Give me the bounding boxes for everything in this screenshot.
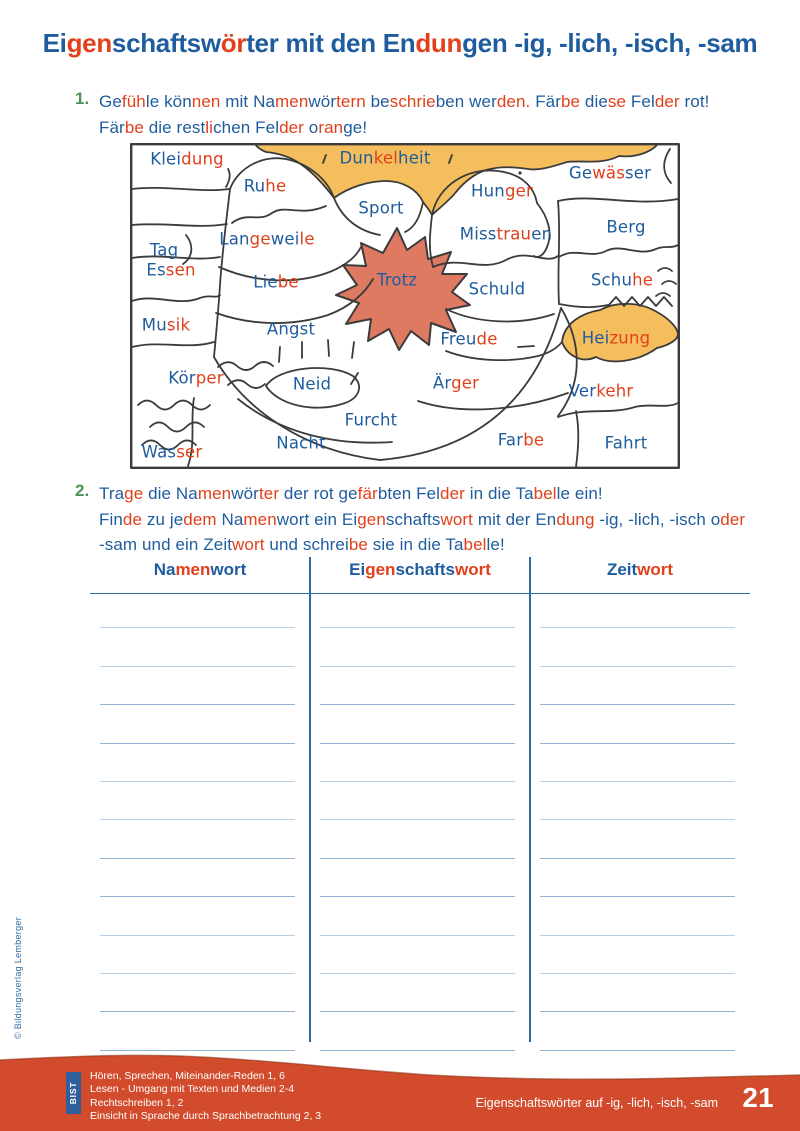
writing-line[interactable] [540,590,735,628]
puzzle-word-sport: Sport [358,198,404,218]
table-header-namenwort: Namenwort [153,560,247,579]
task2-number: 2. [75,481,90,500]
footer-bist-line: Lesen - Umgang mit Texten und Medien 2-4 [90,1083,295,1096]
puzzle-word-heizung: Heizung [581,328,651,348]
writing-line[interactable] [540,782,735,820]
puzzle-word-tag: Tag [149,240,179,260]
page-number: 21 [742,1082,774,1113]
puzzle-drawing [130,143,680,469]
table-column-lines [310,590,530,1051]
puzzle-word-koerper: Körper [168,368,224,388]
puzzle-word-schuld: Schuld [468,279,526,299]
writing-line[interactable] [320,782,515,820]
writing-line[interactable] [320,974,515,1012]
puzzle-word-schuhe: Schuhe [590,270,654,290]
task1-line1: Gefühle können mit Namenwörtern beschrieben werden. Färbe diese Felder rot! [99,92,710,111]
writing-line[interactable] [320,1012,515,1050]
puzzle-word-hunger: Hunger [471,181,533,201]
task2-line2: Finde zu jedem Namenwort ein Eigenschaftswort mit der Endung -ig, -lich, -isch oder [99,509,746,529]
writing-line[interactable] [100,667,295,705]
table-column-lines [90,590,310,1051]
writing-line[interactable] [540,744,735,782]
writing-line[interactable] [540,628,735,666]
table-column-lines [530,590,750,1051]
writing-line[interactable] [100,628,295,666]
task2-line1: Trage die Namenwörter der rot gefärbten Felder in die Tabelle ein! [99,484,603,503]
puzzle-word-dunkelheit: Dunkelheit [339,148,431,168]
puzzle-word-furcht: Furcht [344,410,398,430]
puzzle-word-wasser: Wasser [141,442,203,462]
writing-line[interactable] [100,974,295,1012]
puzzle-word-verkehr: Verkehr [568,381,634,401]
puzzle-word-liebe: Liebe [253,272,299,292]
puzzle-word-ruhe: Ruhe [243,176,287,196]
writing-line[interactable] [100,590,295,628]
writing-line[interactable] [320,936,515,974]
footer-bist-lines [90,1070,321,1124]
writing-line[interactable] [320,590,515,628]
table-header-zeitwort: Zeitwort [606,560,674,579]
writing-line[interactable] [100,744,295,782]
writing-line[interactable] [100,859,295,897]
writing-line[interactable] [100,820,295,858]
writing-line[interactable] [540,820,735,858]
writing-line[interactable] [540,974,735,1012]
puzzle-word-aerger: Ärger [432,373,480,393]
puzzle-word-musik: Musik [141,315,191,335]
task1-line2: Färbe die restlichen Felder orange! [99,117,368,137]
task1-instructions [99,89,749,140]
writing-line[interactable] [320,897,515,935]
writing-line[interactable] [100,936,295,974]
puzzle-word-neid: Neid [292,374,332,394]
puzzle-word-farbe: Farbe [497,430,545,450]
puzzle-word-essen: Essen [146,260,196,280]
puzzle-word-angst: Angst [266,319,316,339]
writing-line[interactable] [100,1012,295,1050]
puzzle-word-langeweile: Langeweile [219,229,315,249]
puzzle-word-fahrt: Fahrt [604,433,648,453]
task1-number: 1. [75,89,90,108]
puzzle-word-nacht: Nacht [276,433,326,453]
coloring-puzzle[interactable] [130,143,680,469]
footer-bist-line: Einsicht in Sprache durch Sprachbetrachtung 2, 3 [90,1110,322,1123]
bist-label: BIST [68,1081,78,1105]
answer-table [90,556,750,1044]
table-header-eigenschaftswort: Eigenschaftswort [349,560,491,579]
writing-line[interactable] [540,859,735,897]
writing-line[interactable] [100,782,295,820]
footer-bist-line: Hören, Sprechen, Miteinander-Reden 1, 6 [90,1070,285,1082]
writing-line[interactable] [100,705,295,743]
bist-badge [66,1072,81,1114]
writing-line[interactable] [320,820,515,858]
footer-bist-line: Rechtschreiben 1, 2 [90,1096,184,1109]
writing-line[interactable] [320,859,515,897]
writing-line[interactable] [540,667,735,705]
writing-line[interactable] [540,936,735,974]
writing-line[interactable] [540,1012,735,1050]
publisher-copyright: © Bildungsverlag Lemberger [13,917,23,1039]
writing-line[interactable] [100,897,295,935]
puzzle-word-misstrauen: Misstrauen [459,224,553,244]
puzzle-word-gewaesser: Gewässer [568,163,652,183]
puzzle-word-berg: Berg [606,217,646,237]
puzzle-word-trotz: Trotz [376,270,418,290]
writing-line[interactable] [320,744,515,782]
page-title: Eigenschaftswörter mit den Endungen -ig, -lich, -isch, -sam [42,28,758,58]
puzzle-word-kleidung: Kleidung [150,149,224,169]
task2-instructions [99,481,759,558]
task2-line3: -sam und ein Zeitwort und schreibe sie in die Tabelle! [99,535,505,554]
writing-line[interactable] [320,705,515,743]
writing-line[interactable] [540,705,735,743]
footer-topic: Eigenschaftswörter auf -ig, -lich, -isch, -sam [475,1096,718,1110]
writing-line[interactable] [540,897,735,935]
writing-line[interactable] [320,628,515,666]
puzzle-word-freude: Freude [440,329,498,349]
writing-line[interactable] [320,667,515,705]
